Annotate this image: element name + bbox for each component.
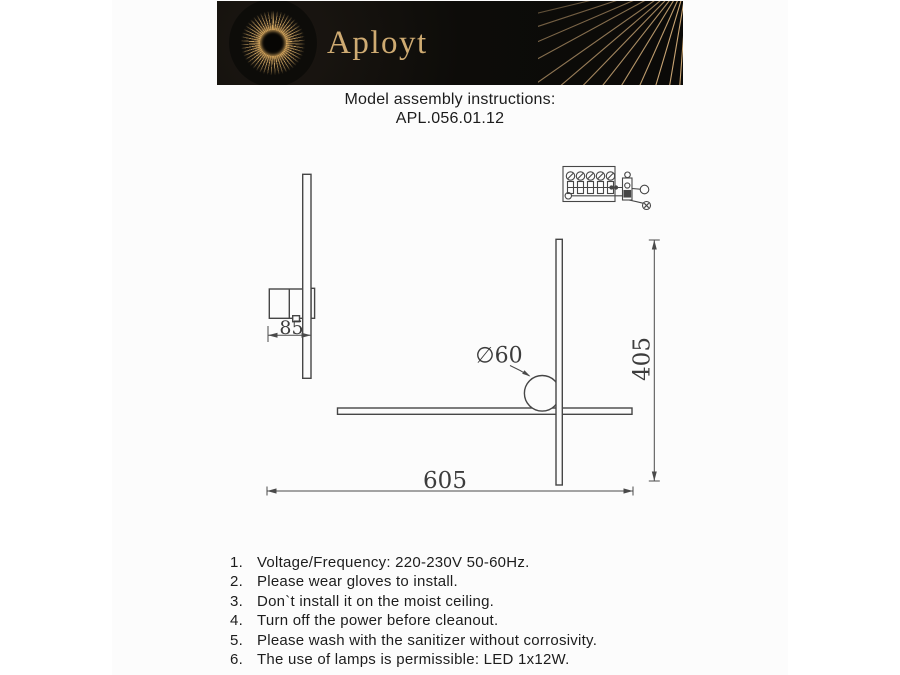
item-number: 2.: [230, 573, 244, 591]
item-number: 5.: [230, 631, 244, 649]
item-number: 4.: [230, 612, 244, 630]
brand-name: Aployt: [327, 24, 428, 61]
instruction-list: [230, 553, 597, 669]
item-text: Please wear gloves to install.: [257, 573, 458, 591]
dimension-diameter: [475, 344, 530, 377]
dimension-height: [630, 240, 660, 481]
item-number: 3.: [230, 592, 244, 610]
list-item: [230, 572, 597, 591]
item-text: Please wash with the sanitizer without corrosivity.: [257, 631, 598, 649]
item-text: Turn off the power before cleanout.: [257, 612, 499, 630]
side-view: [269, 174, 314, 378]
dim-width-label: 605: [423, 468, 467, 494]
lamp-ball: [524, 376, 560, 412]
list-item: [230, 553, 597, 572]
dim-diameter-label: ∅60: [475, 343, 523, 369]
item-number: 6.: [230, 651, 244, 669]
model-number: APL.056.01.12: [395, 110, 505, 127]
item-number: 1.: [230, 554, 244, 571]
dimension-width: [267, 468, 633, 496]
list-item: [230, 631, 597, 650]
item-text: The use of lamps is permissible: LED 1x12W.: [257, 651, 570, 669]
terminal-block-detail: [563, 167, 651, 210]
dim-depth-label: 85: [279, 317, 304, 339]
list-item: [230, 650, 597, 669]
item-text: Don`t install it on the moist ceiling.: [257, 592, 495, 610]
title-line-1: Model assembly instructions:: [344, 91, 556, 108]
list-item: [230, 611, 597, 630]
item-text: Voltage/Frequency: 220-230V 50-60Hz.: [257, 554, 530, 571]
dim-height-label: 405: [629, 337, 656, 381]
list-item: [230, 592, 597, 611]
